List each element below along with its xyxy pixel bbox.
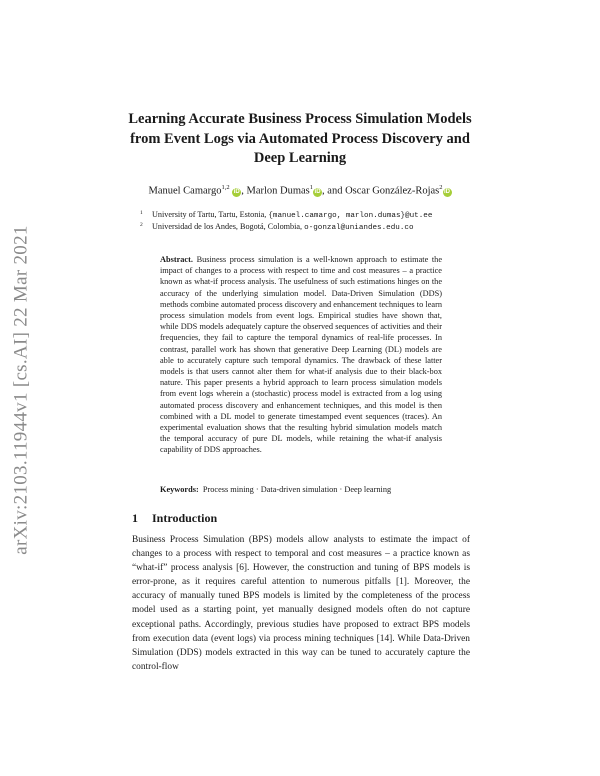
- keywords-label: Keywords:: [160, 485, 199, 494]
- affiliation-email[interactable]: o-gonzal@uniandes.edu.co: [304, 224, 414, 232]
- affiliation: [140, 221, 500, 234]
- author-affiliation-marker: 1,2: [221, 184, 230, 191]
- affiliation-number: 1: [140, 210, 143, 216]
- affiliation-text: University of Tartu, Tartu, Estonia,: [152, 210, 269, 219]
- section-heading: [132, 511, 217, 526]
- author-affiliation-marker: 1: [309, 184, 314, 191]
- author-name: Manuel Camargo: [148, 185, 222, 197]
- paper-title: Learning Accurate Business Process Simulation Models from Event Logs via Automated Process Discovery and Deep Learning: [128, 111, 472, 166]
- affiliation-email[interactable]: {manuel.camargo, marlon.dumas}@ut.ee: [268, 212, 433, 220]
- keywords: [160, 485, 442, 494]
- author-list: [100, 184, 500, 197]
- abstract-label: Abstract.: [160, 255, 193, 264]
- keywords-text: Process mining · Data-driven simulation · Deep learning: [202, 485, 392, 494]
- section-title: Introduction: [152, 511, 218, 525]
- affiliation-text: Universidad de los Andes, Bogotá, Colombia,: [152, 222, 305, 231]
- author-name: Oscar González-Rojas: [345, 185, 440, 197]
- author-separator: , and: [322, 185, 346, 197]
- author-affiliation-marker: 2: [439, 184, 443, 191]
- author-separator: ,: [241, 185, 247, 197]
- arxiv-identifier-text: arXiv:2103.11944v1 [cs.AI] 22 Mar 2021: [11, 225, 33, 555]
- orcid-icon[interactable]: iD: [314, 188, 321, 195]
- arxiv-identifier-stamp: [2, 210, 42, 570]
- orcid-icon[interactable]: iD: [444, 188, 450, 195]
- section-number: 1: [132, 511, 138, 525]
- introduction-paragraph: Business Process Simulation (BPS) models allow analysts to estimate the impact of changes to a process with respect to temporal and cost measures – a practice known as “what-if” process analysis [6]. However, the construction and tuning of BPS models is error-prone, as it requires careful attention to numerous pitfalls [1]. Moreover, the accuracy of manually tuned BPS models is limited by the completeness of the process model used as a starting point, yet manually designed models often do not capture exceptional paths. Accordingly, previous studies have proposed to extract BPS models from execution data (event logs) via process mining techniques [14]. While Data-Driven Simulation (DDS) models extracted in this way can be tuned to accurately capture the control-flow: [132, 535, 470, 672]
- orcid-icon[interactable]: iD: [233, 188, 240, 195]
- author-name: Marlon Dumas: [246, 185, 310, 197]
- affiliation-number: 2: [140, 222, 143, 228]
- abstract-text: Business process simulation is a well-known approach to estimate the impact of changes to a process with respect to time and cost measures – a practice known as what-if process analysis. The usefulness of such estimations hinges on the accuracy of the underlying simulation model. Data-Driven Simulation (DDS) methods combine automated process discovery and enhancement techniques to learn process simulation models from event logs. Empirical studies have shown that, while DDS models adequately capture the observed sequences of activities and their frequencies, they fail to capture the temporal dynamics of real-life processes. In contrast, parallel work has shown that generative Deep Learning (DL) models are able to accurately capture such temporal dynamics. The drawback of these latter models is that users cannot alter them for what-if analysis due to their black-box nature. This paper presents a hybrid approach to learn process simulation models from event logs wherein a (stochastic) process model is extracted from a log using automated process discovery and enhancement techniques, and this model is then combined with a DL model to generate timestamped event sequences (traces). An experimental evaluation shows that the resulting hybrid simulation models match the temporal accuracy of pure DL models, while retaining the what-if analysis capability of DDS approaches.: [160, 255, 443, 455]
- abstract: [160, 254, 442, 456]
